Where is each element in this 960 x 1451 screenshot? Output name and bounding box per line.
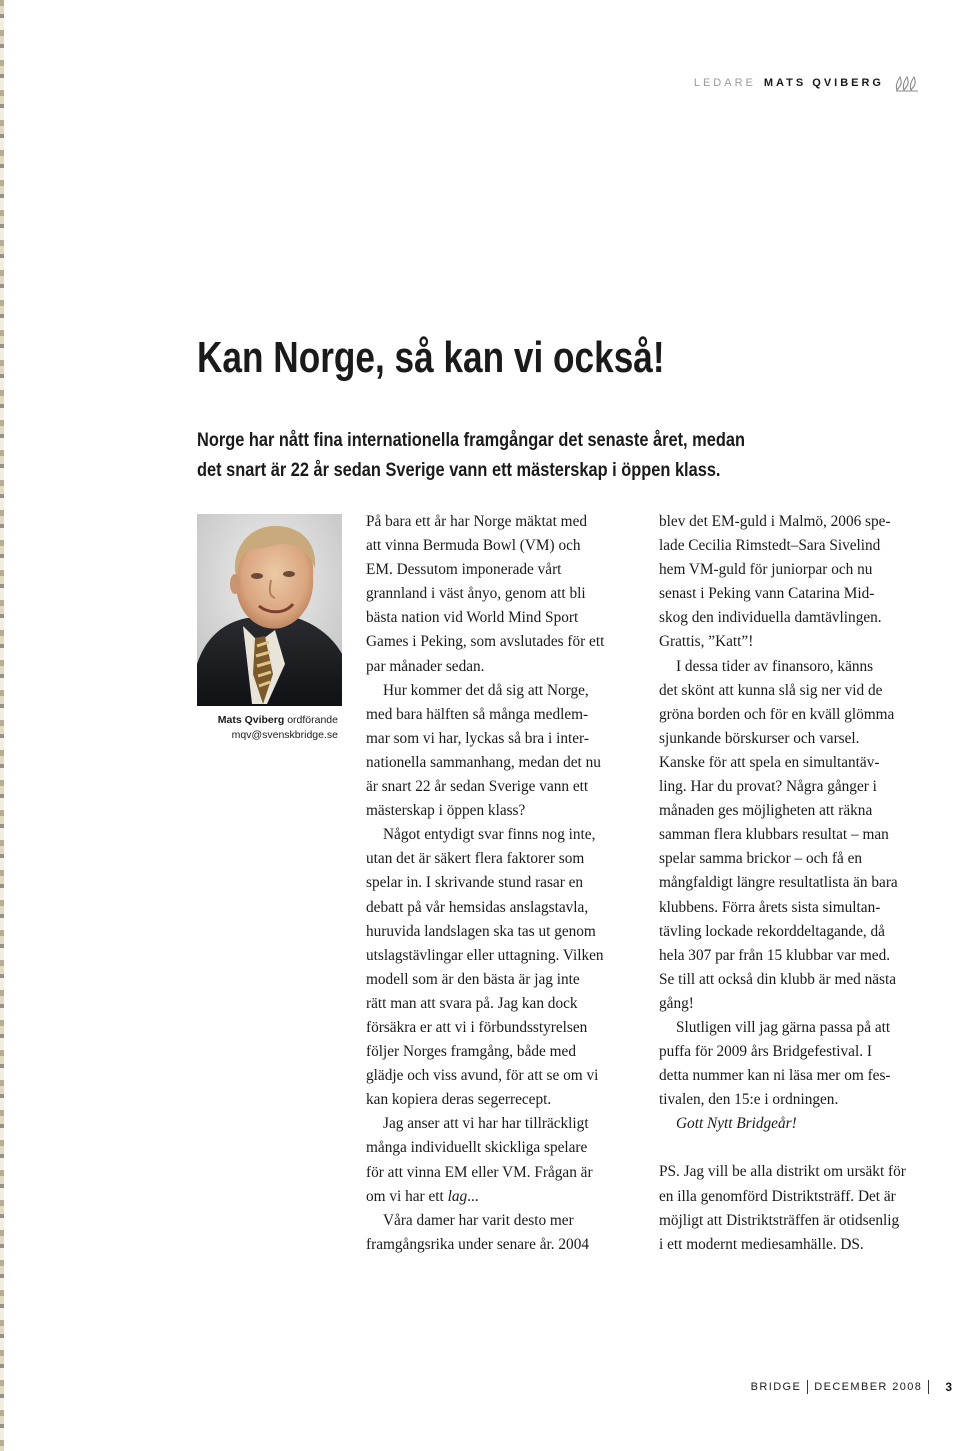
text-line: är snart 22 år sedan Sverige vann ett bbox=[366, 778, 589, 796]
footer-divider bbox=[807, 1380, 808, 1394]
text-line: glädje och viss avund, för att se om vi bbox=[366, 1067, 599, 1085]
closing-greeting: Gott Nytt Bridgeår! bbox=[676, 1115, 797, 1133]
text-line: samman flera klubbars resultat – man bbox=[659, 826, 889, 844]
text-line: Se till att också din klubb är med nästa bbox=[659, 970, 897, 988]
text-line: Våra damer har varit desto mer bbox=[383, 1211, 574, 1229]
text-line: ling. Har du provat? Några gånger i bbox=[659, 778, 877, 796]
text-line: om vi har ett lag... bbox=[366, 1187, 479, 1205]
text-line: att vinna Bermuda Bowl (VM) och bbox=[366, 537, 581, 555]
page-edge-strip bbox=[0, 0, 4, 1451]
heart-ornament-icon bbox=[894, 74, 920, 92]
text-line: I dessa tider av finansoro, känns bbox=[676, 657, 874, 675]
article-ingress bbox=[197, 425, 886, 485]
text-line: sjunkande börskurser och varsel. bbox=[659, 729, 860, 747]
text-line: nationella sammanhang, medan det nu bbox=[366, 753, 601, 771]
author-name: Mats Qviberg bbox=[217, 714, 285, 726]
header-author: MATS QVIBERG bbox=[763, 77, 884, 89]
text-line: PS. Jag vill be alla distrikt om ursäkt för bbox=[659, 1163, 906, 1181]
page-footer bbox=[751, 1380, 952, 1394]
footer-magazine: BRIDGE bbox=[750, 1381, 802, 1393]
text-line: för att vinna EM eller VM. Frågan är bbox=[366, 1163, 593, 1181]
text-line: Jag anser att vi har har tillräckligt bbox=[383, 1115, 589, 1133]
text-line: gröna borden och för en kväll glömma bbox=[659, 705, 895, 723]
paragraph bbox=[366, 510, 648, 679]
text-line: blev det EM-guld i Malmö, 2006 spe- bbox=[659, 513, 891, 530]
text-line: försäkra er att vi i förbundsstyrelsen bbox=[366, 1018, 588, 1036]
paragraph bbox=[659, 1016, 934, 1112]
text-line: grannland i väst ånyo, genom att bli bbox=[366, 585, 586, 603]
text-line: lade Cecilia Rimstedt–Sara Sivelind bbox=[659, 537, 881, 555]
text-line: framgångsrika under senare år. 2004 bbox=[366, 1235, 589, 1253]
ingress-line: Norge har nått fina internationella framgångar det senaste året, medan bbox=[197, 429, 745, 451]
text-line: hem VM-guld för juniorpar och nu bbox=[659, 561, 873, 579]
author-caption bbox=[180, 713, 338, 743]
text-line: många individuellt skickliga spelare bbox=[366, 1139, 588, 1157]
author-role: ordförande bbox=[287, 714, 338, 726]
article-title: Kan Norge, så kan vi också! bbox=[197, 333, 665, 382]
text-line: månaden ges möjligheten att räkna bbox=[659, 802, 873, 820]
text-line: med bara hälften så många medlem- bbox=[366, 705, 589, 723]
paragraph bbox=[366, 1209, 648, 1257]
text-line: huruvida landslagen ska tas ut genom bbox=[366, 922, 596, 940]
text-line: mångfaldigt längre resultatlista än bara bbox=[659, 874, 898, 892]
paragraph bbox=[366, 1112, 648, 1208]
article-column-1 bbox=[366, 510, 648, 1257]
text-line: möjligt att Distriktsträffen är otidsenlig bbox=[659, 1211, 900, 1229]
text-line: hela 307 par från 15 klubbar var med. bbox=[659, 946, 891, 964]
emphasized-word: lag bbox=[447, 1187, 468, 1205]
text-line: en illa genomförd Distriktsträff. Det är bbox=[659, 1187, 896, 1205]
text-line: spelar in. I skrivande stund rasar en bbox=[366, 874, 584, 892]
text-line: senast i Peking vann Catarina Mid- bbox=[659, 585, 875, 603]
text-line: i ett modernt mediesamhälle. DS. bbox=[659, 1235, 864, 1253]
text-line: Kanske för att spela en simultantäv- bbox=[659, 753, 880, 771]
article-column-2 bbox=[659, 510, 934, 1257]
footer-issue: DECEMBER 2008 bbox=[814, 1381, 923, 1393]
text-line: mästerskap i öppen klass? bbox=[366, 802, 526, 820]
paragraph bbox=[366, 679, 648, 824]
text-line: par månader sedan. bbox=[366, 657, 485, 675]
paragraph bbox=[366, 823, 648, 1112]
text-line: På bara ett år har Norge mäktat med bbox=[366, 513, 588, 530]
text-line: skog den individuella damtävlingen. bbox=[659, 609, 882, 627]
postscript bbox=[659, 1160, 934, 1256]
page-number: 3 bbox=[945, 1380, 952, 1394]
text-line: spelar samma brickor – och få en bbox=[659, 850, 863, 868]
text-line: bästa nation vid World Mind Sport bbox=[366, 609, 579, 627]
caption-line-1 bbox=[180, 713, 338, 728]
text-line: Något entydigt svar finns nog inte, bbox=[383, 826, 596, 844]
ingress-line: det snart är 22 år sedan Sverige vann ett mästerskap i öppen klass. bbox=[197, 459, 721, 481]
text-line: det skönt att kunna slå sig ner vid de bbox=[659, 681, 883, 699]
text-line: detta nummer kan ni läsa mer om fes- bbox=[659, 1067, 891, 1085]
text-line: puffa för 2009 års Bridgefestival. I bbox=[659, 1043, 872, 1061]
text-line: rätt man att svara på. Jag kan dock bbox=[366, 994, 578, 1012]
paragraph bbox=[659, 655, 934, 1016]
text-line: EM. Dessutom imponerade vårt bbox=[366, 561, 562, 579]
footer-divider bbox=[928, 1380, 929, 1394]
text-line: Games i Peking, som avslutades för ett bbox=[366, 633, 605, 651]
text-line: Hur kommer det då sig att Norge, bbox=[383, 681, 589, 699]
text-line: tivalen, den 15:e i ordningen. bbox=[659, 1091, 839, 1109]
text-line: Grattis, ”Katt”! bbox=[659, 633, 754, 651]
author-portrait bbox=[197, 514, 342, 706]
text-line: gång! bbox=[659, 994, 694, 1012]
paragraph bbox=[659, 1112, 934, 1136]
text-line: mar som vi har, lyckas så bra i inter- bbox=[366, 729, 589, 747]
text-line: Slutligen vill jag gärna passa på att bbox=[676, 1018, 891, 1036]
author-email[interactable]: mqv@svenskbridge.se bbox=[231, 729, 338, 741]
paragraph bbox=[659, 510, 934, 655]
text-line: klubbens. Förra årets sista simultan- bbox=[659, 898, 881, 916]
text-line: modell som är den bästa är jag inte bbox=[366, 970, 580, 988]
text-line: debatt på vår hemsidas anslagstavla, bbox=[366, 898, 589, 916]
text-line: utslagstävlingar eller uttagning. Vilken bbox=[366, 946, 604, 964]
text-line: kan kopiera deras segerrecept. bbox=[366, 1091, 552, 1109]
text-line: tävling lockade rekorddeltagande, då bbox=[659, 922, 885, 940]
text-line: följer Norges framgång, både med bbox=[366, 1043, 576, 1061]
text-line: utan det är säkert flera faktorer som bbox=[366, 850, 585, 868]
header-section: LEDARE bbox=[693, 77, 756, 89]
running-header bbox=[694, 74, 920, 92]
